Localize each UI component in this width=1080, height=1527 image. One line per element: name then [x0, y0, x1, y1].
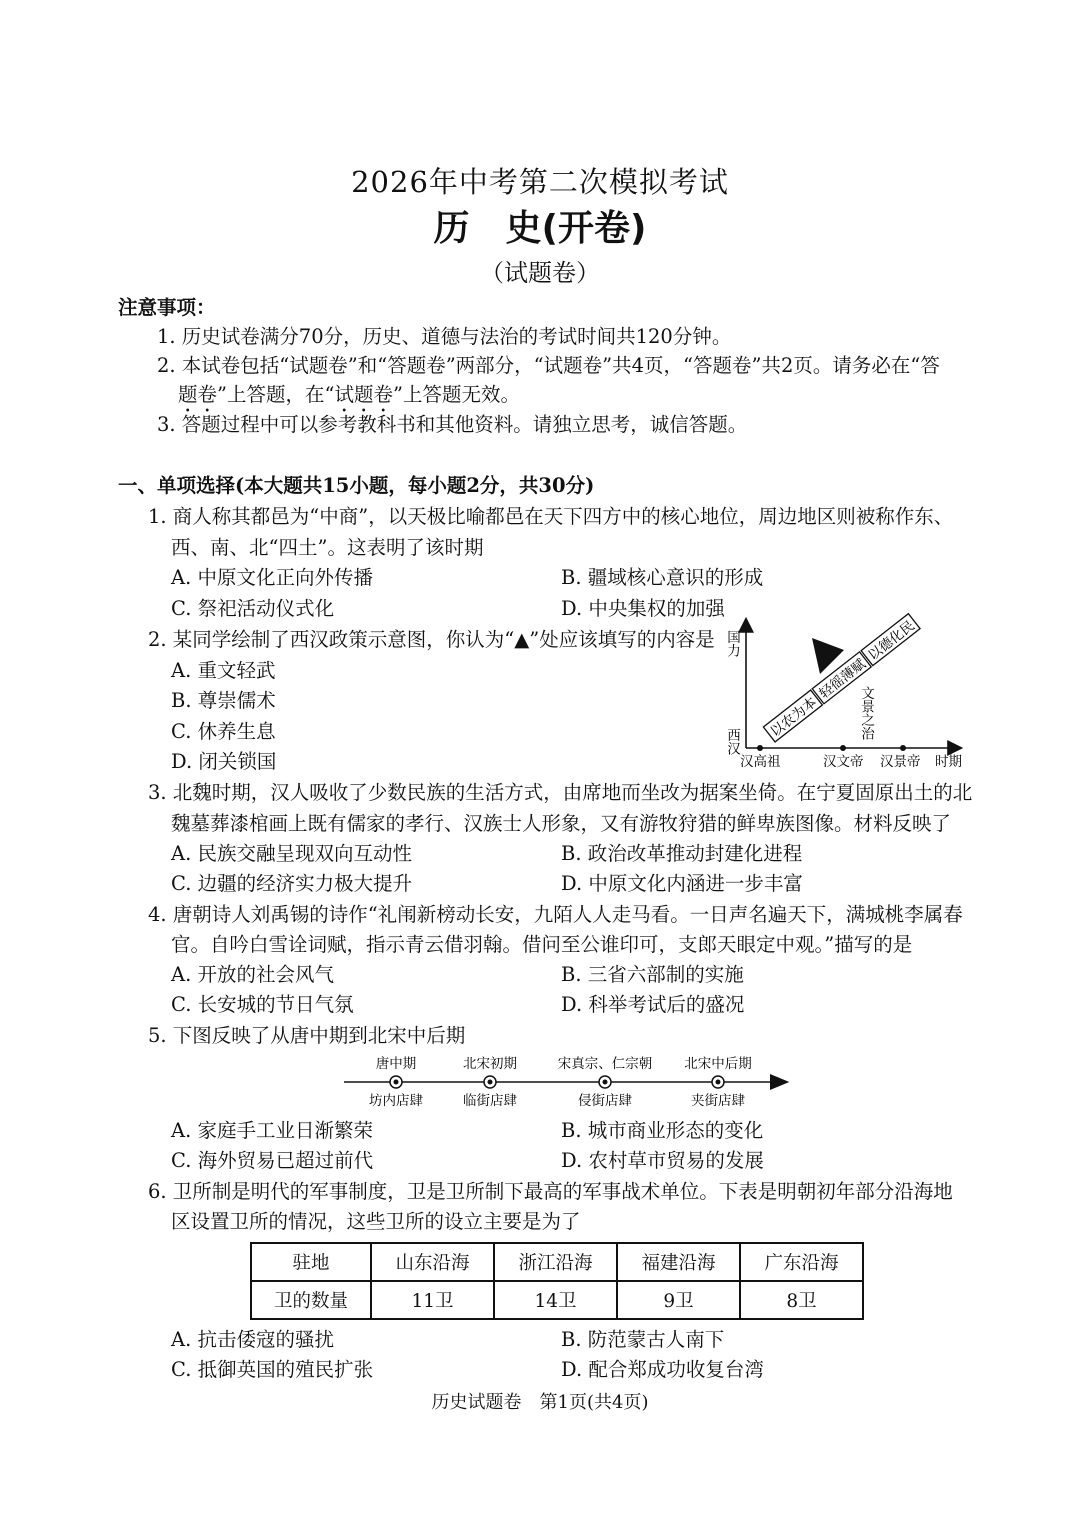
x-label-wendi: 汉文帝	[823, 754, 864, 770]
q5-stem: 5. 下图反映了从唐中期到北宋中后期	[148, 1024, 466, 1047]
table-cell: 9卫	[617, 1281, 740, 1319]
q2-option-a: A. 重文轻武	[171, 659, 276, 682]
timeline-bottom-4: 夹街店肆	[691, 1093, 745, 1109]
paper-type: （试题卷）	[480, 259, 600, 287]
page-footer: 历史试题卷 第1页(共4页)	[431, 1392, 649, 1413]
x-label-gaozu: 汉高祖	[740, 754, 781, 770]
q2-option-c: C. 休养生息	[171, 720, 276, 743]
q4-option-a: A. 开放的社会风气	[171, 963, 334, 986]
q2-option-d: D. 闭关锁国	[171, 750, 277, 773]
q2-option-b: B. 尊崇儒术	[171, 689, 276, 712]
q1-stem-line1: 1. 商人称其都邑为“中商”，以天极比喻都邑在天下四方中的核心地位，周边地区则被称作东、	[148, 505, 954, 528]
q4-option-d: D. 科举考试后的盛况	[561, 993, 745, 1016]
q6-option-a: A. 抗击倭寇的骚扰	[171, 1328, 334, 1351]
timeline-bottom-2: 临街店肆	[463, 1093, 517, 1109]
point-jingdi	[900, 745, 906, 751]
timeline-top-3: 宋真宗、仁宗朝	[557, 1056, 653, 1072]
q6-stem-line2: 区设置卫所的情况，这些卫所的设立主要是为了	[171, 1210, 581, 1233]
point-wendi	[840, 745, 846, 751]
q4-option-c: C. 长安城的节日气氛	[171, 993, 354, 1016]
table-cell: 14卫	[494, 1281, 617, 1319]
table-cell: 福建沿海	[617, 1243, 740, 1281]
emphasis-test-sheet: 试题卷	[334, 383, 393, 406]
q4-stem-line1: 4. 唐朝诗人刘禹锡的诗作“礼闱新榜动长安，九陌人人走马看。一日声名遍天下，满城桃李属春	[148, 903, 963, 926]
q6-option-c: C. 抵御英国的殖民扩张	[171, 1358, 374, 1381]
table-cell: 驻地	[251, 1243, 371, 1281]
box-1-label: 以农为本	[767, 694, 820, 741]
q3-option-b: B. 政治改革推动封建化进程	[561, 842, 803, 865]
q3-stem-line1: 3. 北魏时期，汉人吸收了少数民族的生活方式，由席地而坐改为据案坐倚。在宁夏固原出土的北	[148, 781, 973, 804]
exam-title: 2026年中考第二次模拟考试	[351, 165, 729, 199]
q2-stem: 2. 某同学绘制了西汉政策示意图，你认为“▲”处应该填写的内容是	[148, 628, 715, 651]
q6-option-b: B. 防范蒙古人南下	[561, 1328, 725, 1351]
q1-option-c: C. 祭祀活动仪式化	[171, 597, 335, 620]
q6-garrison-table	[250, 1242, 864, 1320]
q5-option-d: D. 农村草市贸易的发展	[561, 1149, 764, 1172]
point-gaozu	[757, 745, 763, 751]
q4-stem-line2: 官。自吟白雪诠词赋，指示青云借羽翰。借问至公谁印可，支郎天眼定中观。”描写的是	[171, 933, 913, 956]
x-label-jingdi: 汉景帝	[880, 754, 921, 770]
q1-option-d: D. 中央集权的加强	[561, 597, 725, 620]
table-row	[251, 1281, 863, 1319]
table-cell: 卫的数量	[251, 1281, 371, 1319]
timeline-node-4	[712, 1076, 724, 1088]
q3-option-a: A. 民族交融呈现双向互动性	[171, 842, 412, 865]
subject-title: 历 史(开卷)	[433, 208, 647, 249]
timeline-node-3	[599, 1076, 611, 1088]
q6-stem-line1: 6. 卫所制是明代的军事制度，卫是卫所制下最高的军事战术单位。下表是明朝初年部分沿海地	[148, 1180, 953, 1203]
q5-option-a: A. 家庭手工业日渐繁荣	[171, 1119, 373, 1142]
table-cell: 浙江沿海	[494, 1243, 617, 1281]
q3-stem-line2: 魏墓葬漆棺画上既有儒家的孝行、汉族士人形象，又有游牧狩猎的鲜卑族图像。材料反映了	[171, 812, 952, 835]
box-2-label: 轻徭薄赋	[816, 656, 869, 702]
notice-item-1: 1. 历史试卷满分70分，历史、道德与法治的考试时间共120分钟。	[157, 325, 732, 348]
table-cell: 11卫	[371, 1281, 494, 1319]
timeline-node-1	[390, 1076, 402, 1088]
timeline-top-4: 北宋中后期	[684, 1056, 752, 1072]
timeline-top-2: 北宋初期	[463, 1056, 517, 1072]
q1-option-a: A. 中原文化正向外传播	[171, 566, 373, 589]
y-axis-label: 国力	[724, 630, 740, 657]
section-heading: 一、单项选择(本大题共15小题，每小题2分，共30分)	[118, 474, 595, 497]
q3-option-c: C. 边疆的经济实力极大提升	[171, 872, 413, 895]
notice-heading: 注意事项：	[118, 296, 216, 319]
notice-item-2: 2. 本试卷包括“试题卷”和“答题卷”两部分，“试题卷”共4页，“答题卷”共2页。请务必在“答	[157, 354, 940, 377]
table-cell: 广东沿海	[740, 1243, 863, 1281]
timeline-bottom-1: 坊内店肆	[369, 1093, 423, 1109]
table-cell: 山东沿海	[371, 1243, 494, 1281]
q5-option-c: C. 海外贸易已超过前代	[171, 1149, 374, 1172]
triangle-marker	[812, 638, 844, 674]
notice-item-3: 3. 答题过程中可以参考教科书和其他资料。请独立思考，诚信答题。	[157, 413, 748, 436]
q5-timeline	[340, 1050, 800, 1115]
origin-label: 西汉	[724, 728, 740, 755]
policy-boxes	[763, 614, 920, 742]
timeline-node-2	[484, 1076, 496, 1088]
q6-option-d: D. 配合郑成功收复台湾	[561, 1358, 764, 1381]
q4-option-b: B. 三省六部制的实施	[561, 963, 744, 986]
table-header-row	[251, 1243, 863, 1281]
table-cell: 8卫	[740, 1281, 863, 1319]
q2-policy-diagram	[720, 600, 970, 775]
annotation-wenjing: 文景之治	[858, 686, 874, 740]
timeline-bottom-3: 侵街店肆	[578, 1093, 632, 1109]
q1-stem-line2: 西、南、北“四土”。这表明了该时期	[171, 536, 484, 559]
q3-option-d: D. 中原文化内涵进一步丰富	[561, 872, 803, 895]
q1-option-b: B. 疆域核心意识的形成	[561, 566, 764, 589]
notice-item-2-continued: 题卷”上答题，在“试题卷”上答题无效。	[178, 383, 520, 406]
x-axis-label: 时期	[935, 754, 962, 770]
box-3-label: 以德化民	[865, 617, 918, 664]
q5-option-b: B. 城市商业形态的变化	[561, 1119, 764, 1142]
emphasis-answer-sheet: 题卷	[178, 383, 218, 406]
timeline-top-1: 唐中期	[375, 1056, 417, 1072]
